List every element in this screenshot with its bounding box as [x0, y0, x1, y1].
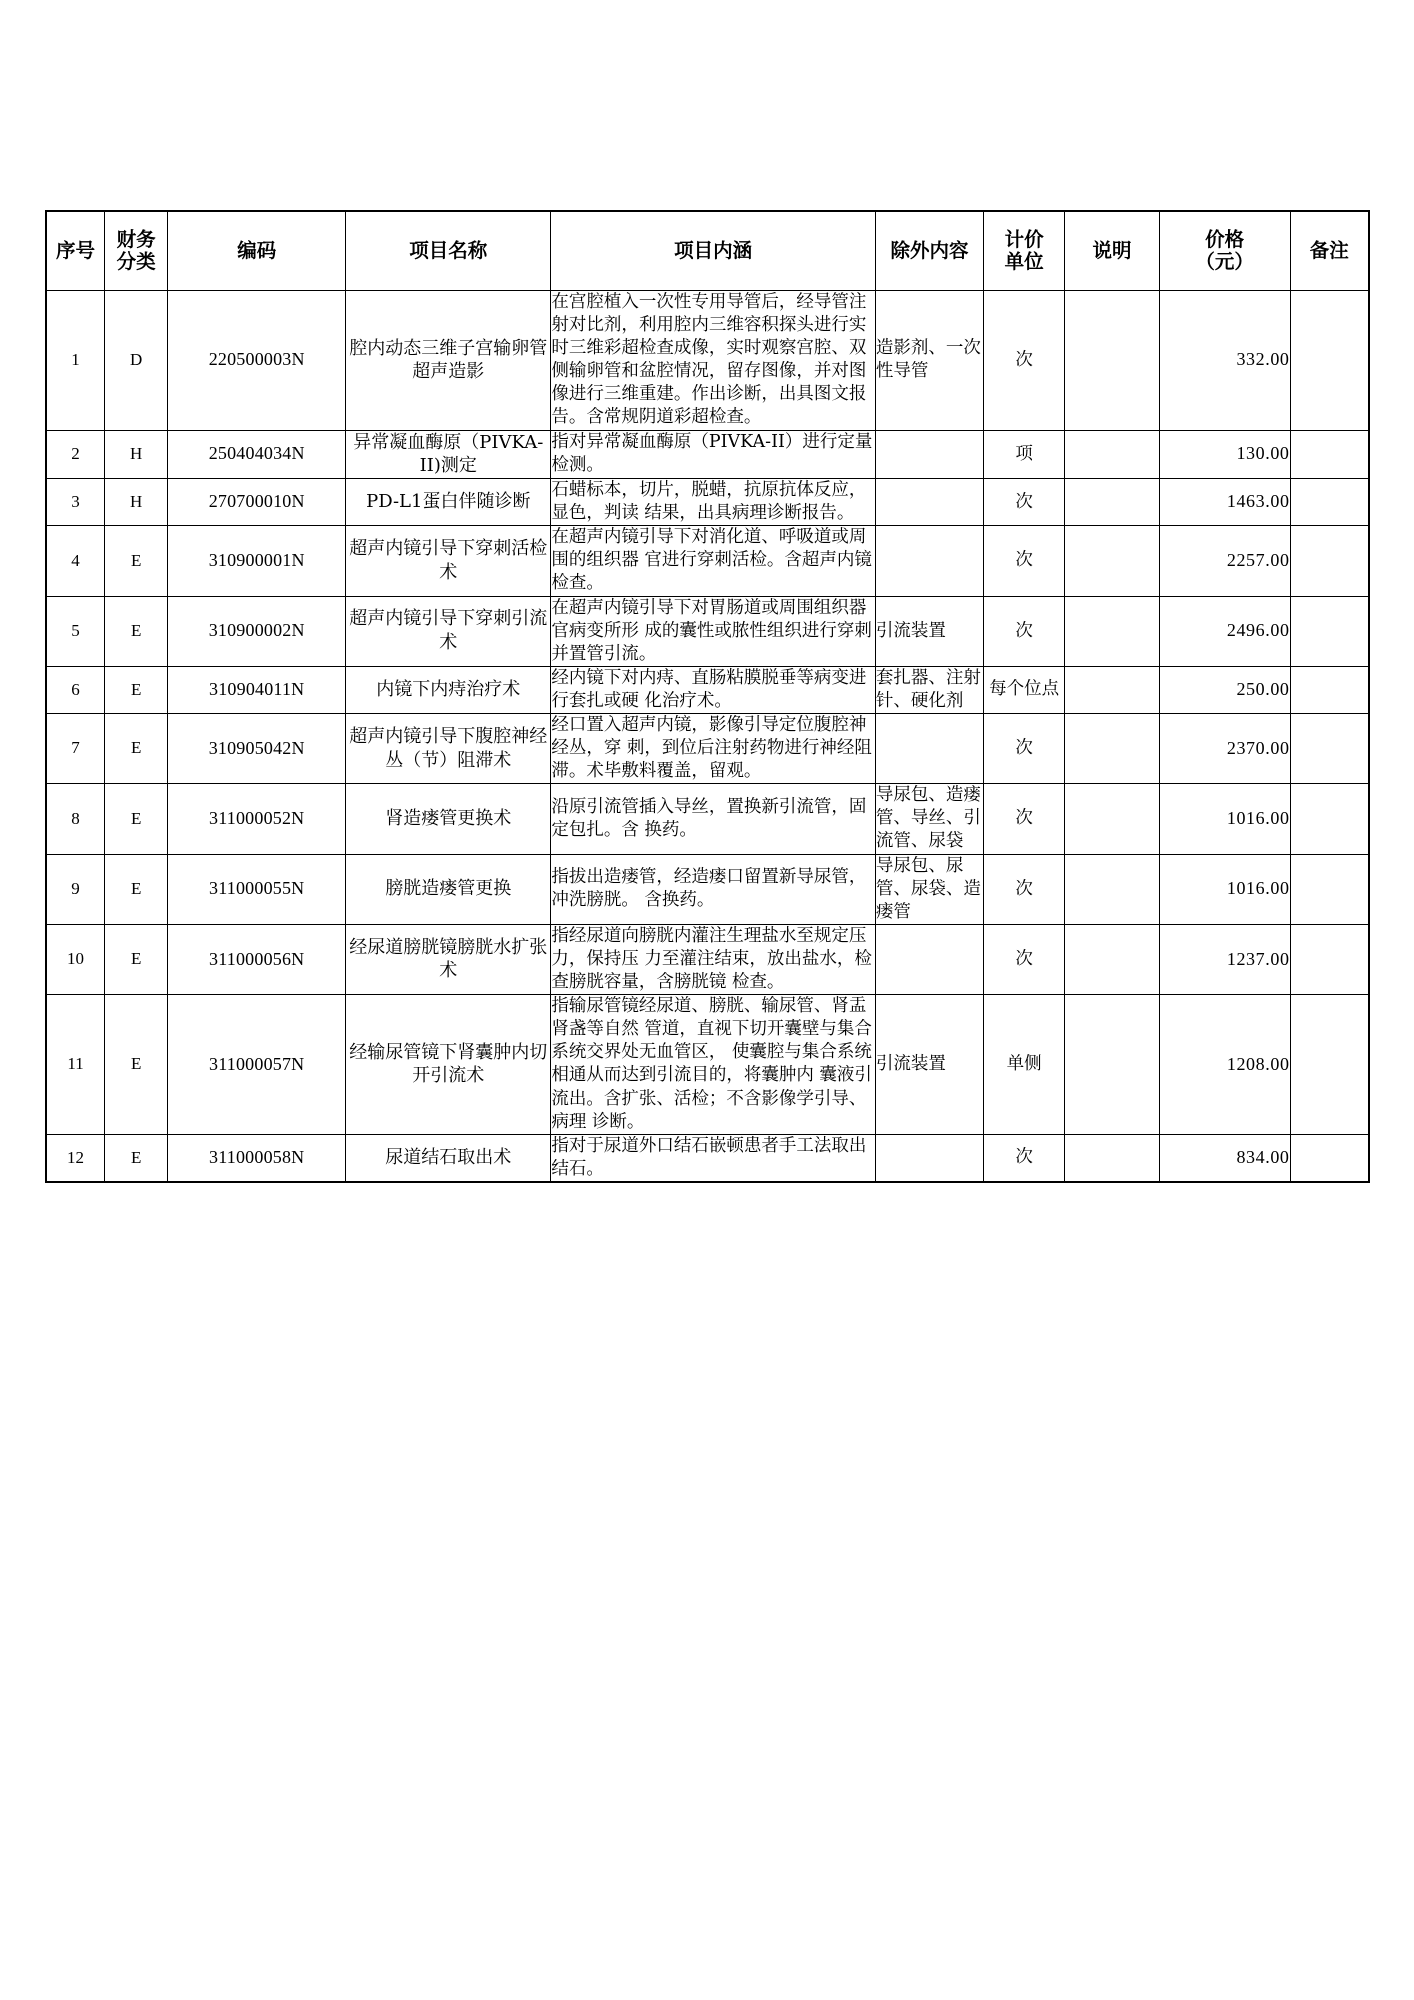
row-cell-price: 1237.00	[1159, 924, 1290, 994]
row-cell-item-name: 经输尿管镜下肾囊肿内切开引流术	[346, 995, 551, 1135]
row-cell-pricing-unit: 项	[984, 430, 1065, 479]
row-cell-price: 2496.00	[1159, 596, 1290, 666]
row-cell-description	[1065, 291, 1160, 431]
row-cell-item-name: 经尿道膀胱镜膀胱水扩张术	[346, 924, 551, 994]
row-cell-code: 310900002N	[168, 596, 346, 666]
row-cell-remark	[1290, 666, 1369, 713]
row-cell-seq: 12	[46, 1134, 105, 1182]
row-cell-description	[1065, 924, 1160, 994]
column-header-seq: 序号	[46, 211, 105, 291]
row-cell-excluded-content	[875, 479, 983, 526]
row-cell-code: 311000056N	[168, 924, 346, 994]
row-cell-description	[1065, 430, 1160, 479]
row-cell-pricing-unit: 次	[984, 526, 1065, 596]
row-cell-code: 311000058N	[168, 1134, 346, 1182]
row-cell-item-content: 沿原引流管插入导丝，置换新引流管，固定包扎。含 换药。	[551, 784, 876, 854]
row-cell-seq: 1	[46, 291, 105, 431]
row-cell-finance-category: E	[105, 924, 168, 994]
row-cell-remark	[1290, 1134, 1369, 1182]
column-header-remark: 备注	[1290, 211, 1369, 291]
row-cell-price: 332.00	[1159, 291, 1290, 431]
column-header-description: 说明	[1065, 211, 1160, 291]
row-cell-remark	[1290, 526, 1369, 596]
table-row	[46, 291, 1369, 431]
row-cell-item-content: 指输尿管镜经尿道、膀胱、输尿管、肾盂肾盏等自然 管道，直视下切开囊壁与集合系统交界处无血管区， 使囊腔与集合系统相通从而达到引流目的，将囊肿内 囊液引流出。含扩张、活检；不含影像学引导、病理 诊断。	[551, 995, 876, 1135]
row-cell-finance-category: E	[105, 596, 168, 666]
row-cell-excluded-content	[875, 714, 983, 784]
row-cell-price: 2370.00	[1159, 714, 1290, 784]
row-cell-price: 2257.00	[1159, 526, 1290, 596]
row-cell-seq: 9	[46, 854, 105, 924]
table-row	[46, 995, 1369, 1135]
column-header-excluded-content: 除外内容	[875, 211, 983, 291]
row-cell-item-name: 内镜下内痔治疗术	[346, 666, 551, 713]
row-cell-finance-category: D	[105, 291, 168, 431]
row-cell-item-content: 指拔出造瘘管，经造瘘口留置新导尿管，冲洗膀胱。 含换药。	[551, 854, 876, 924]
row-cell-code: 220500003N	[168, 291, 346, 431]
row-cell-price: 1208.00	[1159, 995, 1290, 1135]
row-cell-description	[1065, 854, 1160, 924]
row-cell-pricing-unit: 次	[984, 291, 1065, 431]
row-cell-price: 1016.00	[1159, 784, 1290, 854]
row-cell-pricing-unit: 次	[984, 714, 1065, 784]
row-cell-finance-category: E	[105, 995, 168, 1135]
row-cell-price: 1463.00	[1159, 479, 1290, 526]
row-cell-excluded-content	[875, 1134, 983, 1182]
row-cell-code: 311000057N	[168, 995, 346, 1135]
column-header-price: 价格 （元）	[1159, 211, 1290, 291]
row-cell-finance-category: E	[105, 1134, 168, 1182]
row-cell-remark	[1290, 995, 1369, 1135]
row-cell-price: 130.00	[1159, 430, 1290, 479]
row-cell-seq: 11	[46, 995, 105, 1135]
row-cell-finance-category: H	[105, 430, 168, 479]
row-cell-excluded-content: 造影剂、一次性导管	[875, 291, 983, 431]
row-cell-code: 310905042N	[168, 714, 346, 784]
row-cell-pricing-unit: 次	[984, 854, 1065, 924]
row-cell-item-content: 石蜡标本，切片，脱蜡，抗原抗体反应，显色，判读 结果，出具病理诊断报告。	[551, 479, 876, 526]
row-cell-pricing-unit: 每个位点	[984, 666, 1065, 713]
row-cell-item-content: 在超声内镜引导下对胃肠道或周围组织器官病变所形 成的囊性或脓性组织进行穿刺并置管引流。	[551, 596, 876, 666]
column-header-pricing-unit: 计价 单位	[984, 211, 1065, 291]
row-cell-code: 311000055N	[168, 854, 346, 924]
row-cell-excluded-content: 导尿包、造瘘管、导丝、引流管、尿袋	[875, 784, 983, 854]
row-cell-excluded-content	[875, 430, 983, 479]
table-row	[46, 1134, 1369, 1182]
row-cell-item-content: 经口置入超声内镜，影像引导定位腹腔神经丛，穿 刺，到位后注射药物进行神经阻滞。术毕敷料覆盖，留观。	[551, 714, 876, 784]
table-row	[46, 784, 1369, 854]
row-cell-finance-category: H	[105, 479, 168, 526]
row-cell-description	[1065, 526, 1160, 596]
row-cell-item-name: 尿道结石取出术	[346, 1134, 551, 1182]
table-row	[46, 666, 1369, 713]
row-cell-description	[1065, 995, 1160, 1135]
row-cell-finance-category: E	[105, 854, 168, 924]
row-cell-pricing-unit: 次	[984, 596, 1065, 666]
row-cell-seq: 6	[46, 666, 105, 713]
row-cell-seq: 4	[46, 526, 105, 596]
row-cell-remark	[1290, 854, 1369, 924]
row-cell-finance-category: E	[105, 526, 168, 596]
column-header-finance-category: 财务 分类	[105, 211, 168, 291]
header-row	[46, 211, 1369, 291]
column-header-code: 编码	[168, 211, 346, 291]
row-cell-code: 310904011N	[168, 666, 346, 713]
table-row	[46, 596, 1369, 666]
row-cell-code: 311000052N	[168, 784, 346, 854]
row-cell-item-name: 腔内动态三维子宫输卵管超声造影	[346, 291, 551, 431]
row-cell-item-name: 超声内镜引导下腹腔神经丛（节）阻滞术	[346, 714, 551, 784]
table-header	[46, 211, 1369, 291]
row-cell-remark	[1290, 596, 1369, 666]
column-header-item-content: 项目内涵	[551, 211, 876, 291]
row-cell-seq: 5	[46, 596, 105, 666]
table-row	[46, 714, 1369, 784]
table-row	[46, 924, 1369, 994]
row-cell-item-name: 超声内镜引导下穿刺活检术	[346, 526, 551, 596]
row-cell-excluded-content	[875, 526, 983, 596]
row-cell-finance-category: E	[105, 714, 168, 784]
row-cell-description	[1065, 596, 1160, 666]
table-row	[46, 526, 1369, 596]
row-cell-excluded-content	[875, 924, 983, 994]
row-cell-excluded-content: 引流装置	[875, 596, 983, 666]
row-cell-seq: 10	[46, 924, 105, 994]
row-cell-price: 834.00	[1159, 1134, 1290, 1182]
row-cell-item-name: PD-L1蛋白伴随诊断	[346, 479, 551, 526]
row-cell-description	[1065, 1134, 1160, 1182]
row-cell-price: 1016.00	[1159, 854, 1290, 924]
row-cell-remark	[1290, 291, 1369, 431]
row-cell-excluded-content: 套扎器、注射针、硬化剂	[875, 666, 983, 713]
row-cell-remark	[1290, 924, 1369, 994]
row-cell-seq: 7	[46, 714, 105, 784]
row-cell-item-content: 经内镜下对内痔、直肠粘膜脱垂等病变进行套扎或硬 化治疗术。	[551, 666, 876, 713]
row-cell-remark	[1290, 430, 1369, 479]
row-cell-seq: 3	[46, 479, 105, 526]
row-cell-pricing-unit: 次	[984, 1134, 1065, 1182]
row-cell-item-content: 在宫腔植入一次性专用导管后，经导管注射对比剂，利用腔内三维容积探头进行实时三维彩超检查成像，实时观察宫腔、双侧输卵管和盆腔情况，留存图像，并对图像进行三维重建。作出诊断，出具图文报告。含常规阴道彩超检查。	[551, 291, 876, 431]
row-cell-item-content: 指经尿道向膀胱内灌注生理盐水至规定压力，保持压 力至灌注结束，放出盐水，检查膀胱容量，含膀胱镜 检查。	[551, 924, 876, 994]
row-cell-item-name: 膀胱造瘘管更换	[346, 854, 551, 924]
row-cell-seq: 8	[46, 784, 105, 854]
row-cell-remark	[1290, 714, 1369, 784]
row-cell-description	[1065, 666, 1160, 713]
row-cell-remark	[1290, 784, 1369, 854]
row-cell-excluded-content: 引流装置	[875, 995, 983, 1135]
row-cell-price: 250.00	[1159, 666, 1290, 713]
row-cell-item-name: 肾造瘘管更换术	[346, 784, 551, 854]
row-cell-item-content: 指对于尿道外口结石嵌顿患者手工法取出结石。	[551, 1134, 876, 1182]
row-cell-description	[1065, 479, 1160, 526]
row-cell-pricing-unit: 次	[984, 784, 1065, 854]
row-cell-seq: 2	[46, 430, 105, 479]
table-row	[46, 479, 1369, 526]
row-cell-code: 270700010N	[168, 479, 346, 526]
table-row	[46, 854, 1369, 924]
medical-price-table	[45, 210, 1370, 1183]
row-cell-pricing-unit: 次	[984, 479, 1065, 526]
row-cell-pricing-unit: 次	[984, 924, 1065, 994]
row-cell-finance-category: E	[105, 784, 168, 854]
row-cell-finance-category: E	[105, 666, 168, 713]
row-cell-item-name: 超声内镜引导下穿刺引流术	[346, 596, 551, 666]
row-cell-excluded-content: 导尿包、尿管、尿袋、造瘘管	[875, 854, 983, 924]
row-cell-code: 310900001N	[168, 526, 346, 596]
row-cell-item-content: 指对异常凝血酶原（PIVKA-II）进行定量检测。	[551, 430, 876, 479]
column-header-item-name: 项目名称	[346, 211, 551, 291]
row-cell-code: 250404034N	[168, 430, 346, 479]
row-cell-remark	[1290, 479, 1369, 526]
row-cell-description	[1065, 784, 1160, 854]
table-row	[46, 430, 1369, 479]
row-cell-item-name: 异常凝血酶原（PIVKA-II)测定	[346, 430, 551, 479]
row-cell-item-content: 在超声内镜引导下对消化道、呼吸道或周围的组织器 官进行穿刺活检。含超声内镜检查。	[551, 526, 876, 596]
row-cell-description	[1065, 714, 1160, 784]
row-cell-pricing-unit: 单侧	[984, 995, 1065, 1135]
table-body	[46, 291, 1369, 1182]
